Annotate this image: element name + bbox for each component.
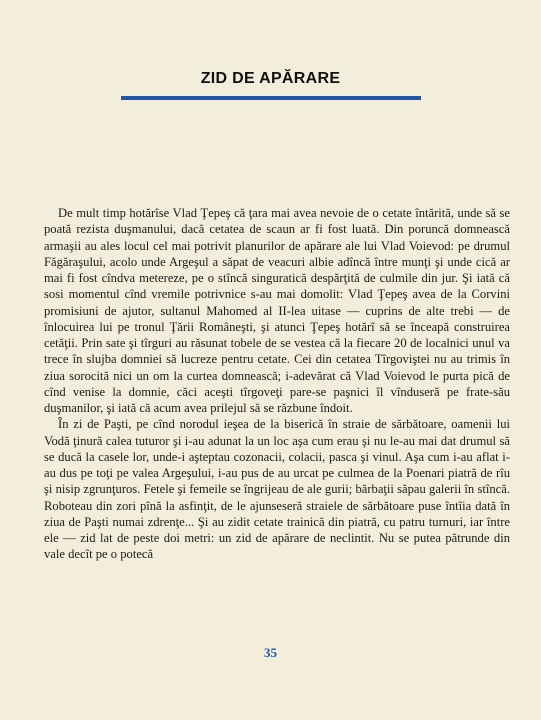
chapter-body — [44, 205, 510, 563]
title-underline — [121, 96, 421, 100]
paragraph-1: De mult timp hotărîse Vlad Ţepeş că ţara mai avea nevoie de o cetate întărită, unde să se poată rezista duşmanului, dacă cetatea de scaun ar fi fost luată. Din poruncă domnească armaşii au ales locul cel mai potrivit planurilor de apărare ale lui Vlad Voievod: pe drumul Făgăraşului, acolo unde Argeşul a săpat de veacuri albie adîncă între munţi şi unde cică ar mai fi fost cîndva metereze, pe o stîncă singuratică despărţită de culmile din jur. Şi iată că sosi momentul cînd vremile potrivnice s-au mai domolit: Vlad Ţepeş avea de la Corvini promisiuni de ajutor, sultanul Mahomed al II-lea uitase — cuprins de alte trebi — de înlocuirea lui pe tronul Ţării Româneşti, şi atunci Ţepeş hotărî să se înceapă construirea cetăţii. Prin sate şi tîrguri au răsunat tobele de se vestea că la fiecare 20 de localnici unul va trece în slujba domniei să lucreze pentru cetate. Cei din cetatea Tîrgoviştei nu au trimis în ziua sorocită nici un om la curtea domnească; i-adevărat că Vlad Voievod le purta pică de cînd venise la domnie, căci aceşti tîrgoveţi pare-se paşnici îl vînduseră pe frate-său duşmanilor, şi iată că acum avea prilejul să se răzbune îndoit. — [44, 206, 510, 415]
paragraph-2: În zi de Paşti, pe cînd norodul ieşea de la biserică în straie de sărbătoare, oamenii lui Vodă ţinură calea tuturor şi i-au adunat la un loc aşa cum erau şi nu le-au mai dat drumul să se ducă la casele lor, unde-i aşteptau cozonacii, colacii, pasca şi vinul. Aşa cum i-au aflat i-au dus pe toţi pe valea Argeşului, i-au pus de au urcat pe culmea de la Poenari piatră de rîu şi nisip zgrunţuros. Fetele şi femeile se îngrijeau de ale gurii; bărbaţii săpau galerii în stîncă. Roboteau din zori pînă la asfinţit, de le ajunseseră straiele de sărbătoare puse întîia dată în ziua de Paşti numai zdrenţe... Şi au zidit cetate trainică din piatră, cu patru turnuri, iar între ele — zid lat de peste doi metri: un zid de apărare de neclintit. Nu se putea pătrunde din vale decît pe o potecă — [44, 417, 510, 562]
chapter-title: ZID DE APĂRARE — [200, 70, 341, 87]
page-number: 35 — [264, 645, 277, 660]
